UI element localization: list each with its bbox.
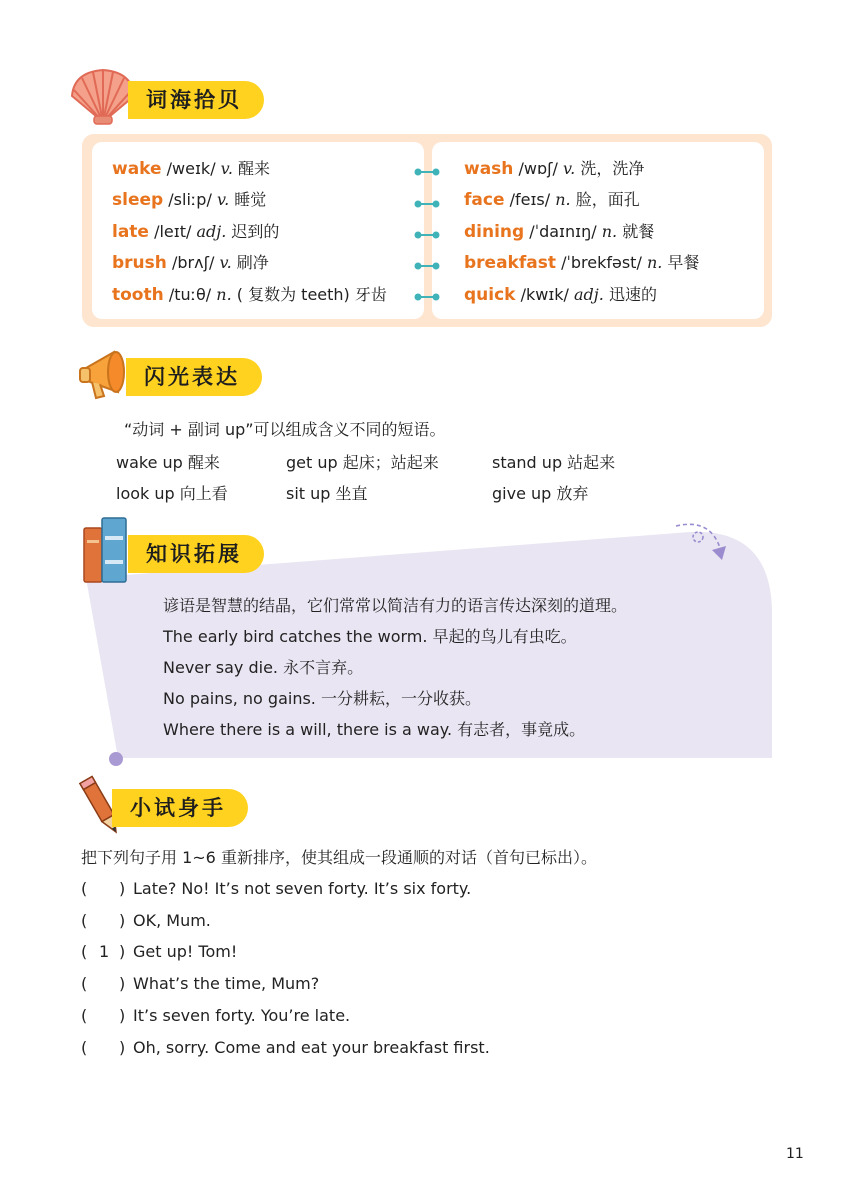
vocab-phonetic: /brʌʃ/ [171,253,215,272]
expression-section-title: 闪光表达 [126,358,262,396]
practice-sentence: OK, Mum. [133,911,211,930]
vocab-entry [112,248,269,278]
practice-item [81,911,211,930]
vocab-pos: v. [220,159,233,178]
vocab-word: face [464,190,505,210]
vocab-phonetic: /ˈdaɪnɪŋ/ [529,222,597,241]
practice-sentence: Late? No! It’s not seven forty. It’s six forty. [133,879,472,898]
answer-value: 1 [99,942,110,961]
vocab-meaning: 刷净 [236,253,269,272]
vocab-phonetic: /feɪs/ [509,190,551,209]
vocab-meaning: 脸，面孔 [575,190,640,209]
practice-section-title: 小试身手 [112,789,248,827]
practice-sentence: What’s the time, Mum? [133,974,320,993]
vocab-phonetic: /sliːp/ [168,190,212,209]
practice-item [81,942,237,961]
vocab-phonetic: /wɒʃ/ [518,159,558,178]
vocab-meaning: 睡觉 [234,190,267,209]
vocab-entry [112,154,270,184]
vocab-meaning: 醒来 [238,159,271,178]
phrase-item: look up 向上看 [116,484,228,503]
practice-sentence: Get up! Tom! [133,942,238,961]
vocab-meaning: 就餐 [622,222,655,241]
vocab-word: tooth [112,285,164,305]
vocab-phonetic: /kwɪk/ [520,285,569,304]
books-icon [82,516,132,584]
knowledge-line: The early bird catches the worm. 早起的鸟儿有虫吃。 [163,627,577,646]
vocab-word: wake [112,159,162,179]
vocab-word: wash [464,159,514,179]
answer-blank[interactable]: ( ) [81,1006,126,1025]
phrase-item: wake up 醒来 [116,453,220,472]
vocab-meaning: ( 复数为 teeth) 牙齿 [236,285,387,304]
vocab-entry [112,185,266,215]
phrase-item: sit up 坐直 [286,484,368,503]
vocab-entry [464,185,640,215]
answer-blank[interactable]: ( ) [81,911,126,930]
vocab-entry [464,154,644,184]
vocab-phonetic: /leɪt/ [154,222,192,241]
vocab-pos: n. [555,190,571,209]
vocab-pos: v. [219,253,232,272]
page-number: 11 [786,1146,804,1162]
vocab-pos: n. [216,285,232,304]
knowledge-line: Where there is a will, there is a way. 有志者，事竟成。 [163,720,586,739]
practice-item [81,879,471,898]
vocab-meaning: 早餐 [667,253,700,272]
vocab-entry [112,217,279,247]
phrase-item: stand up 站起来 [492,453,616,472]
vocab-word: dining [464,222,525,242]
vocab-meaning: 迟到的 [231,222,280,241]
knowledge-line: 谚语是智慧的结晶，它们常常以简洁有力的语言传达深刻的道理。 [163,596,628,615]
phrase-item: get up 起床；站起来 [286,453,439,472]
vocab-phonetic: /tuːθ/ [168,285,212,304]
answer-blank[interactable]: ( 1 ) [81,942,126,961]
practice-instruction: 把下列句子用 1~6 重新排序，使其组成一段通顺的对话（首句已标出）。 [81,848,597,867]
vocab-pos: n. [646,253,663,272]
vocab-phonetic: /ˈbrekfəst/ [561,253,642,272]
vocab-pos: v. [216,190,230,209]
practice-item [81,974,319,993]
knowledge-section-title: 知识拓展 [128,535,264,573]
vocab-entry [464,280,657,310]
phrase-item: give up 放弃 [492,484,589,503]
vocab-pos: v. [563,159,576,178]
vocab-phonetic: /weɪk/ [166,159,216,178]
knowledge-line: Never say die. 永不言弃。 [163,658,364,677]
vocab-meaning: 洗，洗净 [580,159,645,178]
knowledge-line: No pains, no gains. 一分耕耘，一分收获。 [163,689,481,708]
vocab-word: late [112,222,149,242]
answer-blank[interactable]: ( ) [81,879,126,898]
vocab-word: brush [112,253,167,273]
vocab-entry [464,248,699,278]
answer-blank[interactable]: ( ) [81,1038,126,1057]
practice-sentence: Oh, sorry. Come and eat your breakfast first. [133,1038,490,1057]
expression-intro: “动词 + 副词 up”可以组成含义不同的短语。 [124,420,446,439]
vocab-word: breakfast [464,253,556,273]
vocab-pos: n. [601,222,618,241]
vocab-pos: adj. [574,285,604,304]
practice-sentence: It’s seven forty. You’re late. [133,1006,351,1025]
vocab-entry [112,280,387,310]
answer-blank[interactable]: ( ) [81,974,126,993]
vocab-meaning: 迅速的 [608,285,657,304]
vocab-word: quick [464,285,516,305]
practice-item [81,1006,350,1025]
vocab-connectors [414,160,440,310]
vocab-section-title: 词海拾贝 [128,81,264,119]
vocab-pos: adj. [196,222,227,241]
practice-item [81,1038,490,1057]
vocab-entry [464,217,654,247]
vocab-word: sleep [112,190,164,210]
